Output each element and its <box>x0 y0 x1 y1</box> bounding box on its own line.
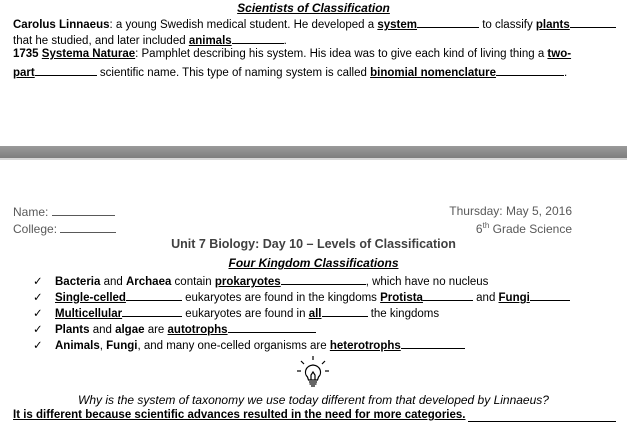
blank-line <box>322 305 368 317</box>
kingdom-title: Four Kingdom Classifications <box>228 256 399 270</box>
answer-animals: animals <box>188 35 232 47</box>
item-text: the kingdoms <box>367 308 440 320</box>
grade-sup: th <box>482 221 490 230</box>
answer-system: system <box>377 19 418 31</box>
college-label: College: <box>13 222 58 236</box>
item-text: , which have no nucleus <box>365 276 489 288</box>
grade-rest: Grade Science <box>489 222 572 236</box>
lightbulb-icon <box>296 355 330 389</box>
systema-line-1 <box>13 48 571 60</box>
blank-line <box>423 289 473 301</box>
answer-heterotrophs: heterotrophs <box>329 340 401 352</box>
answer-prokaryotes: prokaryotes <box>214 276 281 288</box>
name-field <box>13 204 115 219</box>
answer-autotrophs: autotrophs <box>167 324 228 336</box>
linnaeus-name: Carolus Linnaeus <box>13 19 110 31</box>
item-text: Fungi <box>106 340 138 352</box>
linnaeus-text-b: to classify <box>479 19 536 31</box>
answer-multicellular: Multicellular <box>55 308 123 320</box>
item-text: and <box>472 292 499 304</box>
check-icon: ✓ <box>33 324 43 336</box>
question: Why is the system of taxonomy we use today different from that developed by Linnaeus? <box>78 393 549 407</box>
period: . <box>283 35 287 47</box>
linnaeus-text-a: : a young Swedish medical student. He developed a <box>109 19 378 31</box>
college-field <box>13 221 116 236</box>
date: Thursday: May 5, 2016 <box>449 204 572 218</box>
systema-line-2 <box>13 64 567 79</box>
period: . <box>563 67 568 79</box>
item-text: algae <box>115 324 145 336</box>
answer-blank-line <box>468 421 616 422</box>
answer-part: part <box>13 67 35 79</box>
name-label: Name: <box>13 205 49 219</box>
blank-line <box>232 32 284 44</box>
item-text: Plants <box>55 324 90 336</box>
list-item <box>33 337 465 352</box>
list-item <box>33 273 488 288</box>
year: 1735 <box>13 48 39 60</box>
check-icon: ✓ <box>33 276 43 288</box>
check-icon: ✓ <box>33 308 43 320</box>
blank-line <box>496 64 564 76</box>
item-text: eukaryotes are found in <box>182 308 309 320</box>
page-separator <box>0 146 627 158</box>
list-item <box>33 289 570 304</box>
blank-line <box>35 64 97 76</box>
blank-line <box>417 16 479 28</box>
check-icon: ✓ <box>33 340 43 352</box>
blank-line <box>228 321 316 333</box>
blank-line <box>401 337 465 349</box>
item-text: Bacteria <box>55 276 101 288</box>
grade <box>476 221 572 236</box>
item-text: Animals <box>55 340 100 352</box>
item-text: contain <box>171 276 215 288</box>
answer-all: all <box>308 308 322 320</box>
answer-plants: plants <box>535 19 570 31</box>
unit-title: Unit 7 Biology: Day 10 – Levels of Classification <box>171 237 456 251</box>
answer-protista: Protista <box>380 292 423 304</box>
item-text: , and many one-celled organisms are <box>137 340 330 352</box>
linnaeus-line-2 <box>13 32 287 47</box>
grade-num: 6 <box>475 222 483 236</box>
systema-naturae: Systema Naturae <box>41 48 136 60</box>
list-item <box>33 321 316 336</box>
answer-single-celled: Single-celled <box>55 292 126 304</box>
college-blank <box>60 221 116 233</box>
scientists-title: Scientists of Classification <box>237 1 390 15</box>
answer: It is different because scientific advances resulted in the need for more categories. <box>13 409 466 421</box>
blank-line <box>530 289 570 301</box>
linnaeus-line-1 <box>13 16 616 31</box>
answer-fungi: Fungi <box>498 292 530 304</box>
blank-line <box>570 16 616 28</box>
item-text: Archaea <box>125 276 172 288</box>
blank-line <box>126 289 182 301</box>
page-separator-shadow <box>0 158 627 160</box>
systema-text: : Pamphlet describing his system. His idea was to give each kind of living thing a <box>135 48 548 60</box>
list-item <box>33 305 439 320</box>
item-text: and <box>100 276 126 288</box>
blank-line <box>281 273 366 285</box>
item-text: are <box>144 324 168 336</box>
naming-text: scientific name. This type of naming system is called <box>96 67 371 79</box>
blank-line <box>122 305 182 317</box>
item-text: eukaryotes are found in the kingdoms <box>181 292 381 304</box>
item-text: , <box>99 340 107 352</box>
linnaeus-text-c: that he studied, and later included <box>13 35 189 47</box>
answer-binomial: binomial nomenclature <box>370 67 496 79</box>
item-text: and <box>89 324 116 336</box>
name-blank <box>52 204 115 216</box>
answer-two: two- <box>547 48 572 60</box>
check-icon: ✓ <box>33 292 43 304</box>
